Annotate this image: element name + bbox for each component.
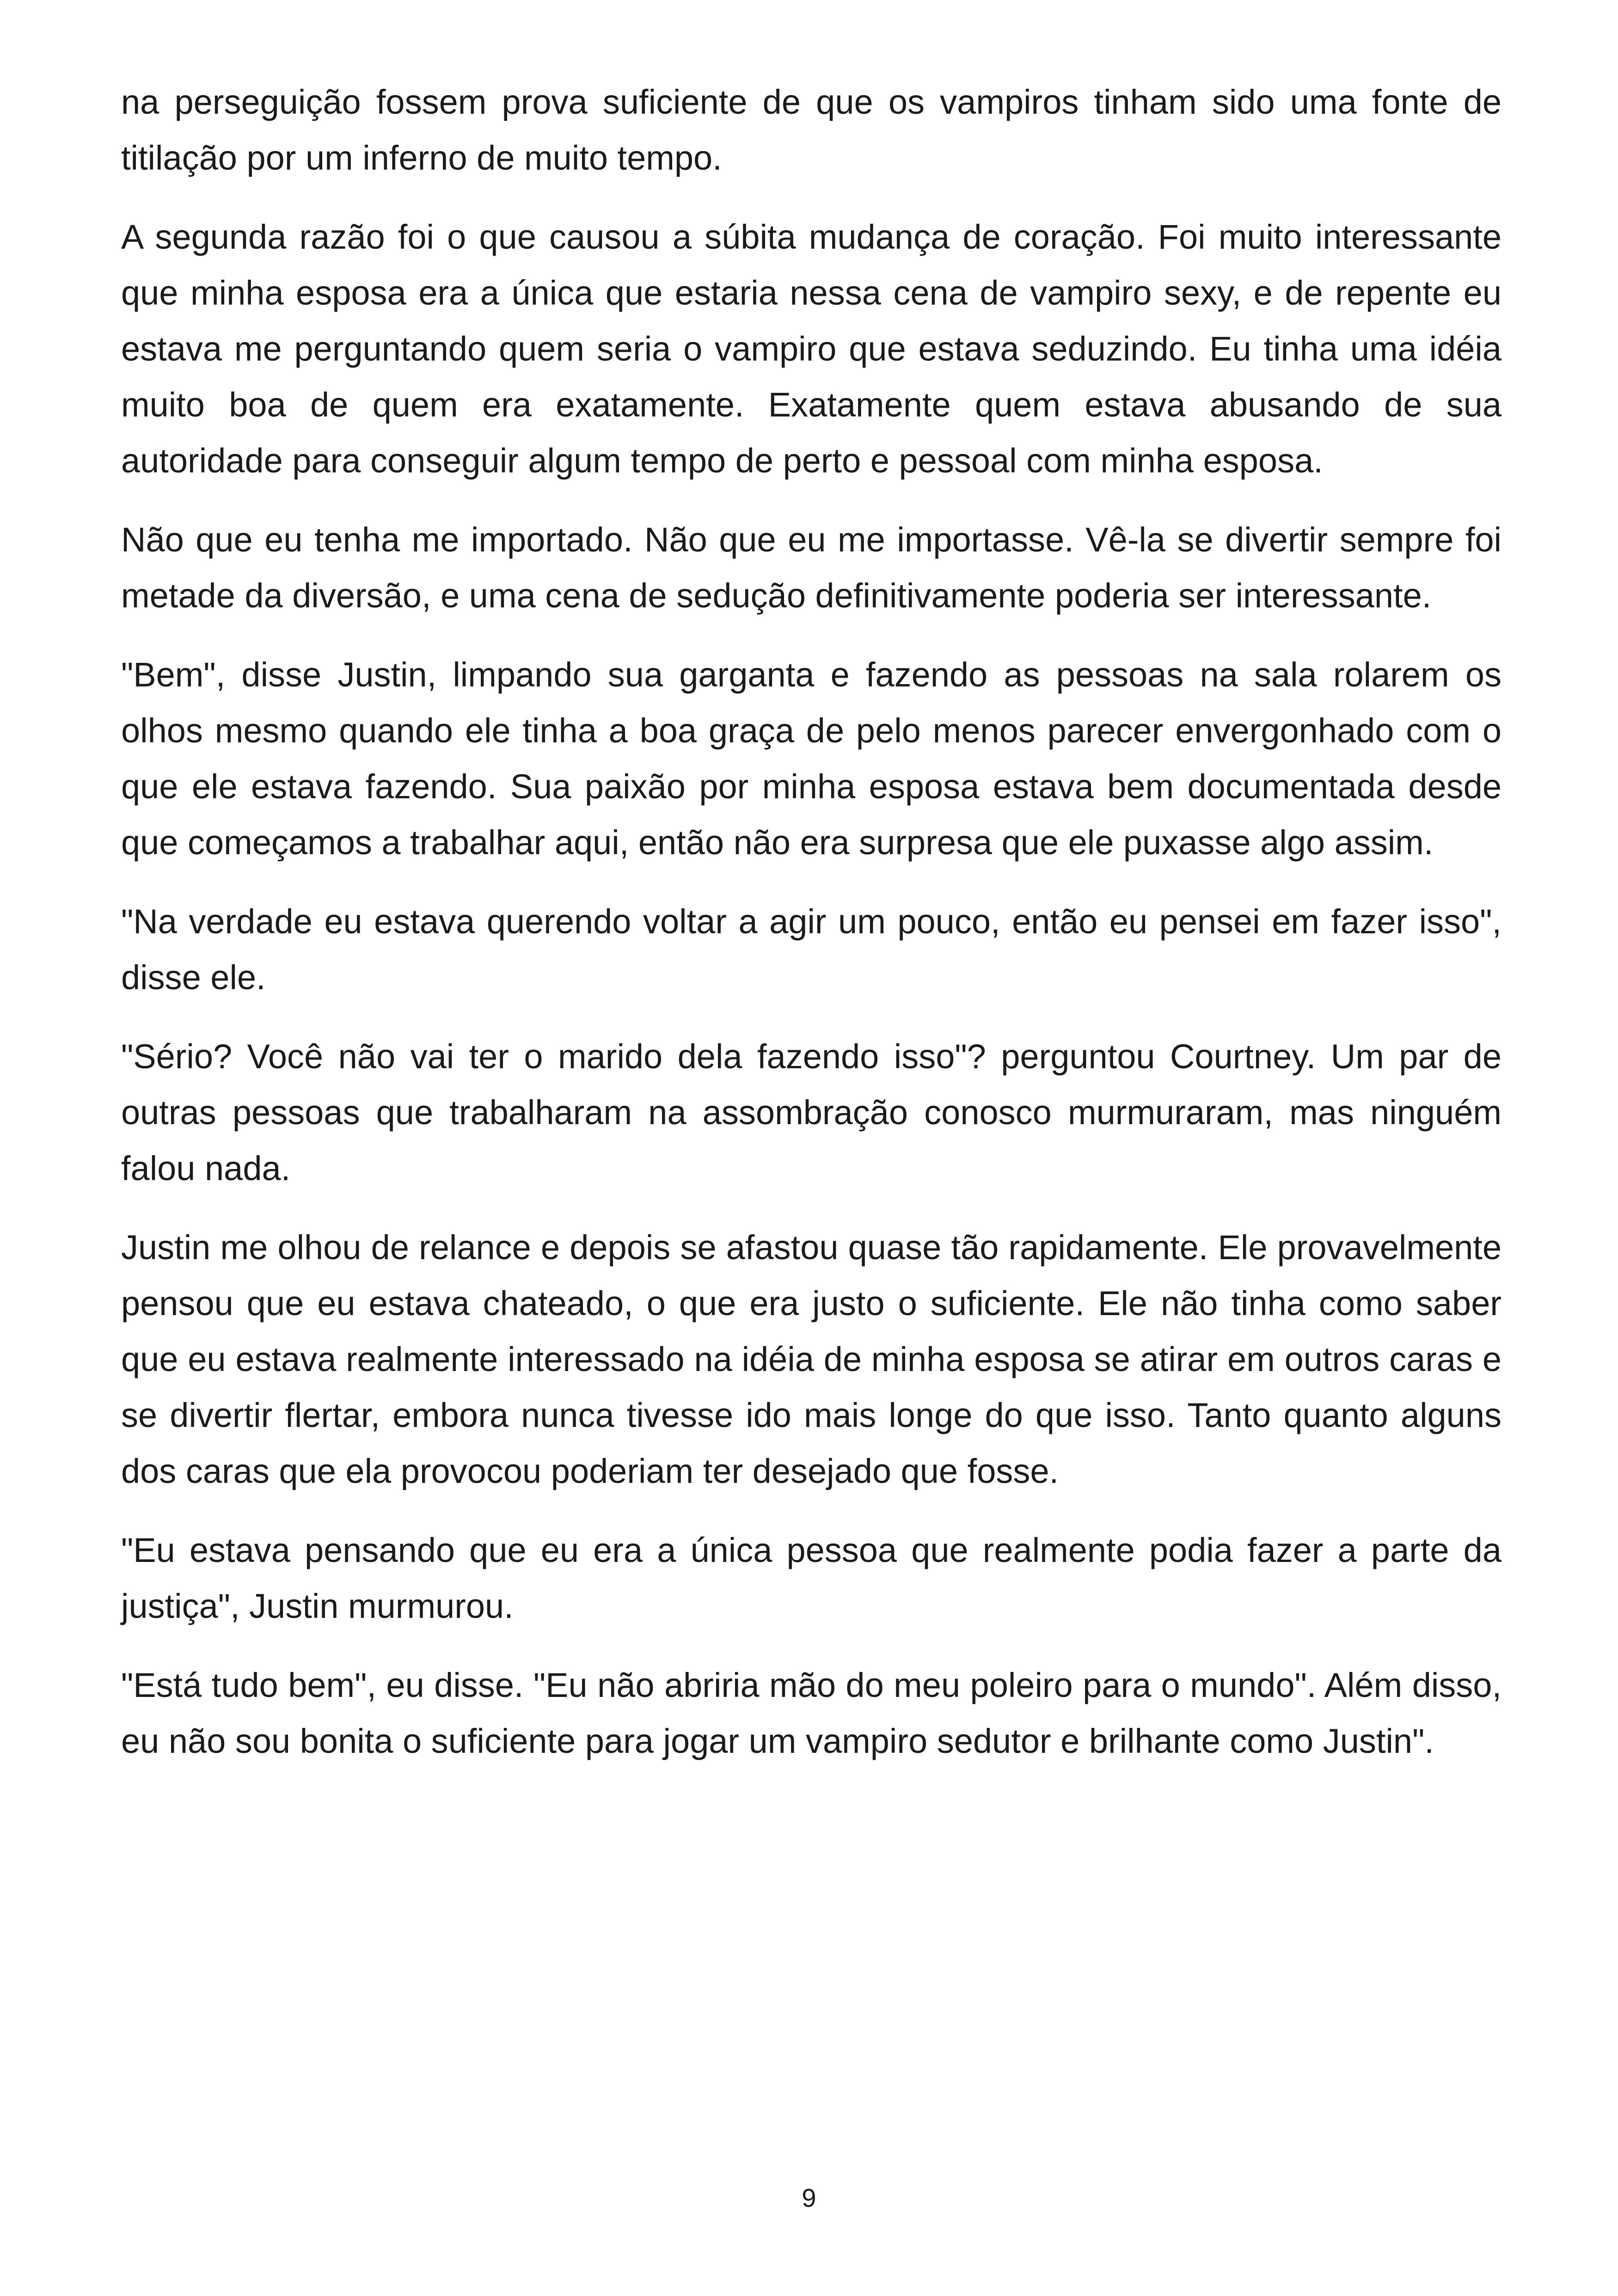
paragraph-7: Justin me olhou de relance e depois se afastou quase tão rapidamente. Ele provavelmente pensou que eu estava chateado, o que era justo o suficiente. Ele não tinha como saber que eu estava realmente interessado na idéia de minha esposa se atirar em outros caras e se divertir flertar, embora nunca tivesse ido mais longe do que isso. Tanto quanto alguns dos caras que ela provocou poderiam ter desejado que fosse. <box>121 1228 1502 1490</box>
paragraph-8: "Eu estava pensando que eu era a única pessoa que realmente podia fazer a parte da justiça", Justin murmurou. <box>121 1531 1502 1625</box>
paragraph-4: "Bem", disse Justin, limpando sua garganta e fazendo as pessoas na sala rolarem os olhos mesmo quando ele tinha a boa graça de pelo menos parecer envergonhado com o que ele estava fazendo. Sua paixão por minha esposa estava bem documentada desde que começamos a trabalhar aqui, então não era surpresa que ele puxasse algo assim. <box>121 655 1502 862</box>
paragraph-3: Não que eu tenha me importado. Não que eu me importasse. Vê-la se divertir sempre foi metade da diversão, e uma cena de sedução definitivamente poderia ser interessante. <box>121 520 1502 615</box>
paragraph-1: na perseguição fossem prova suficiente de que os vampiros tinham sido uma fonte de titilação por um inferno de muito tempo. <box>121 83 1502 177</box>
paragraph-9: "Está tudo bem", eu disse. "Eu não abriria mão do meu poleiro para o mundo". Além disso, eu não sou bonita o suficiente para jogar um vampiro sedutor e brilhante como Justin". <box>121 1666 1502 1760</box>
paragraph-5: "Na verdade eu estava querendo voltar a agir um pouco, então eu pensei em fazer isso", disse ele. <box>121 902 1502 997</box>
body-text <box>121 74 1502 1792</box>
paragraph-2: A segunda razão foi o que causou a súbita mudança de coração. Foi muito interessante que minha esposa era a única que estaria nessa cena de vampiro sexy, e de repente eu estava me perguntando quem seria o vampiro que estava seduzindo. Eu tinha uma idéia muito boa de quem era exatamente. Exatamente quem estava abusando de sua autoridade para conseguir algum tempo de perto e pessoal com minha esposa. <box>121 218 1502 480</box>
paragraph-6: "Sério? Você não vai ter o marido dela fazendo isso"? perguntou Courtney. Um par de outras pessoas que trabalharam na assombração conosco murmuraram, mas ninguém falou nada. <box>121 1037 1502 1188</box>
page-number: 9 <box>802 2183 816 2212</box>
